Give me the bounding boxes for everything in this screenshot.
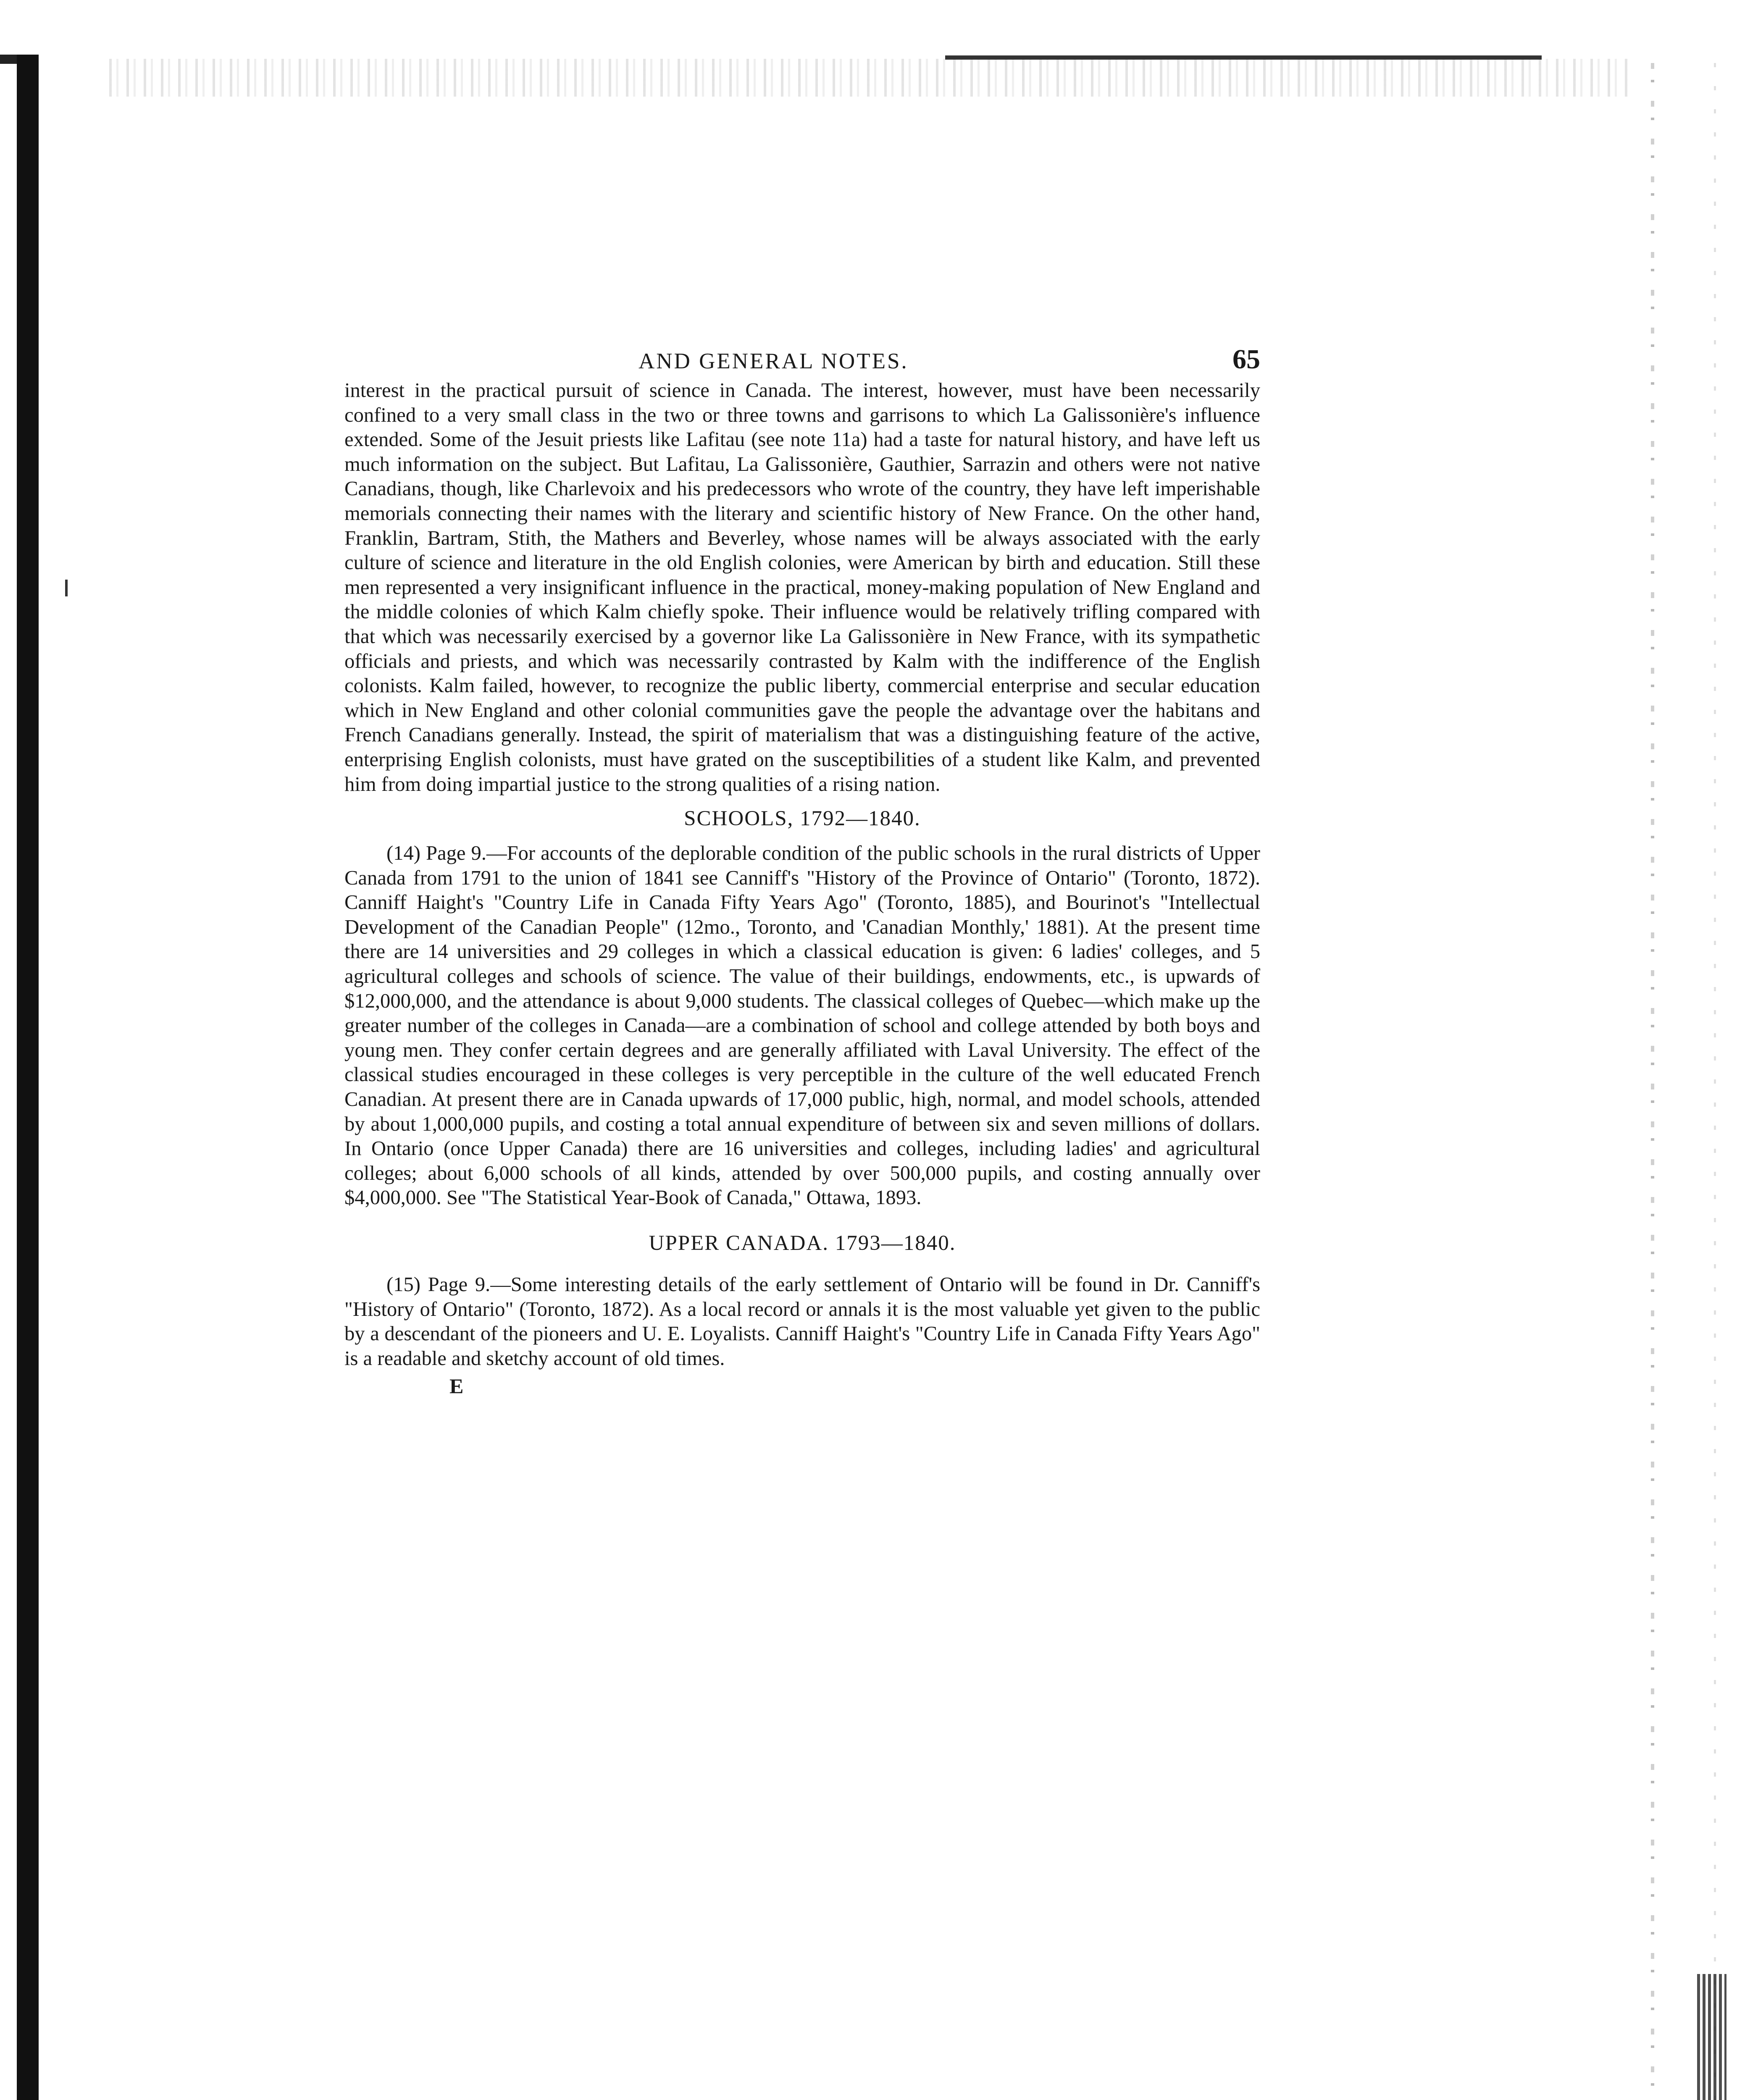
note-14-paragraph: (14) Page 9.—For accounts of the deplorable condition of the public schools in the rural districts of Upper Canada from 1791 to the union of 1841 see Canniff's "History of the Province of Ontario" (Toronto, 1872). Canniff Haight's "Country Life in Canada Fifty Years Ago" (Toronto, 1885), and Bourinot's "Intellectual Development of the Canadian People" (12mo., Toronto, and 'Canadian Monthly,' 1881). At the present time there are 14 universities and 29 colleges in which a classical education is given: 6 ladies' colleges, and 5 agricultural colleges and schools of science. The value of their buildings, endowments, etc., is upwards of $12,000,000, and the attendance is about 9,000 students. The classical colleges of Quebec—which make up the greater number of the colleges in Canada—are a combination of school and college attended by both boys and young men. They confer certain degrees and are generally affiliated with Laval University. The effect of the classical studies encouraged in these colleges is very perceptible in the culture of the well educated French Canadian. At present there are in Canada upwards of 17,000 public, high, normal, and model schools, attended by about 1,000,000 pupils, and costing a total annual expenditure of between six and seven millions of dollars. In Ontario (once Upper Canada) there are 16 universities and colleges, including ladies' and agricultural colleges; about 6,000 schools of all kinds, attended by over 500,000 pupils, and costing annually over $4,000,000. See "The Statistical Year-Book of Canada," Ottawa, 1893. xyxy=(344,842,1260,1209)
note-15-paragraph: (15) Page 9.—Some interesting details of the early settlement of Ontario will be found in Dr. Canniff's "History of Ontario" (Toronto, 1872). As a local record or annals it is the most valuable yet given to the public by a descendant of the pioneers and U. E. Loyalists. Canniff Haight's "Country Life in Canada Fifty Years Ago" is a readable and sketchy account of old times. xyxy=(344,1273,1260,1370)
signature-mark: E xyxy=(449,1374,464,1398)
scan-edge-right xyxy=(1651,63,1654,2100)
continuation-paragraph: interest in the practical pursuit of science in Canada. The interest, however, must have been necessarily confined to a very small class in the two or three towns and garrisons to which La Galissonière's influence extended. Some of the Jesuit priests like Lafitau (see note 11a) had a taste for natural history, and have left us much information on the subject. But Lafitau, La Galissonière, Gauthier, Sarrazin and others were not native Canadians, though, like Charlevoix and his predecessors who wrote of the country, they have left imperishable memorials connecting their names with the literary and scientific history of New France. On the other hand, Franklin, Bartram, Stith, the Mathers and Beverley, whose names will be always associated with the early culture of science and literature in the old English colonies, were American by birth and education. Still these men represented a very insignificant influence in the practical, money-making population of New England and the middle colonies of which Kalm chiefly spoke. Their influence would be relatively trifling compared with that which was necessarily exercised by a governor like La Galissonière in New France, with its sympathetic officials and priests, and which was necessarily contrasted by Kalm with the indifference of the English colonists. Kalm failed, however, to recognize the public liberty, commercial enterprise and secular education which in New England and other colonial communities gave the people the advantage over the habitans and French Canadians generally. Instead, the spirit of materialism that was a distinguishing feature of the active, enterprising English colonists, must have grated on the susceptibilities of a student like Kalm, and prevented him from doing impartial justice to the strong qualities of a rising nation. xyxy=(344,379,1260,795)
running-title: AND GENERAL NOTES. xyxy=(639,349,909,373)
scan-noise-top xyxy=(109,59,1630,97)
book-page xyxy=(344,328,1260,1398)
section-heading-upper-canada: UPPER CANADA. 1793—1840. xyxy=(649,1231,956,1255)
binding-edge xyxy=(17,55,39,2100)
scan-edge-far-right xyxy=(1714,63,1716,2100)
scan-block-bottom-right xyxy=(1697,1974,1726,2100)
section-heading-schools: SCHOOLS, 1792—1840. xyxy=(684,807,921,831)
running-head xyxy=(344,328,1260,374)
scan-mark-left xyxy=(65,580,68,596)
scan-rule-top xyxy=(945,55,1542,60)
page-number: 65 xyxy=(1232,344,1260,375)
